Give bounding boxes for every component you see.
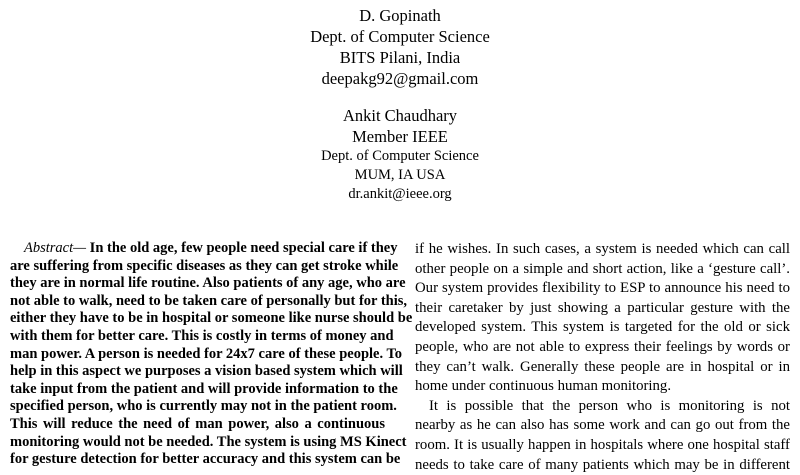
body-line: room. It is usually happen in hospitals where one hospital staff — [415, 436, 790, 453]
abstract-column — [10, 240, 413, 469]
body-line: needs to take care of many patients which may be in different — [415, 456, 790, 473]
author-affiliation: Dept. of Computer Science — [321, 148, 479, 164]
body-line: home under continuous human monitoring. — [415, 378, 672, 395]
abstract-dash: — — [73, 240, 90, 256]
body-line: their caretaker by just showing a particular gesture with the — [415, 299, 790, 316]
author-name: D. Gopinath — [359, 6, 441, 25]
abstract-line: This will reduce the need of man power, also a continuous — [10, 415, 385, 432]
body-line: they can’t walk. Generally these people are in hospital or in — [415, 358, 790, 375]
author-affiliation: MUM, IA USA — [354, 167, 446, 183]
abstract-line: either they have to be in hospital or someone like nurse should be — [10, 310, 413, 327]
abstract-line: take input from the patient and will provide information to the — [10, 380, 398, 397]
body-line: if he wishes. In such cases, a system is needed which can call — [415, 241, 790, 257]
abstract-line: specified person, who is currently may not in the patient room. — [10, 398, 397, 415]
author-email: dr.ankit@ieee.org — [348, 186, 452, 202]
body-line: developed system. This system is targeted for the old or sick — [415, 319, 790, 336]
body-column-right — [415, 240, 790, 475]
author-affiliation: Dept. of Computer Science — [310, 27, 490, 46]
author-block-1 — [0, 5, 800, 89]
author-email: deepakg92@gmail.com — [321, 69, 479, 88]
body-line: Our system provides flexibility to ESP to announce his need to — [415, 280, 790, 297]
body-line: nearby as he can also has some work and can go out from the — [415, 417, 790, 434]
abstract-line: are suffering from specific diseases as they can get stroke while — [10, 257, 399, 274]
abstract-line: help in this aspect we purposes a vision based system which will — [10, 363, 403, 380]
abstract-line: for gesture detection for better accuracy and this system can be — [10, 451, 401, 468]
abstract-line: they are in normal life routine. Also patients of any age, who are — [10, 275, 406, 292]
body-line: It is possible that the person who is monitoring is not — [429, 397, 790, 414]
author-name: Ankit Chaudhary — [342, 106, 458, 125]
author-block-2 — [0, 105, 800, 204]
abstract-line: with them for better care. This is costly in terms of money and — [10, 327, 394, 344]
abstract-line: monitoring would not be needed. The system is using MS Kinect — [10, 433, 407, 450]
body-line: other people on a simple and short action, like a ‘gesture call’. — [415, 260, 790, 277]
body-line: people, who are not able to express their feelings by words or — [415, 338, 790, 355]
abstract-line: man power. A person is needed for 24x7 care of these people. To — [10, 345, 403, 362]
abstract-text: In the old age, few people need special care if they — [89, 240, 398, 256]
abstract-label: Abstract — [24, 240, 74, 256]
author-affiliation: BITS Pilani, India — [339, 48, 461, 67]
author-title: Member IEEE — [352, 127, 448, 146]
abstract-line — [10, 240, 398, 258]
abstract-line: not able to walk, need to be taken care of personally but for this, — [10, 292, 408, 309]
